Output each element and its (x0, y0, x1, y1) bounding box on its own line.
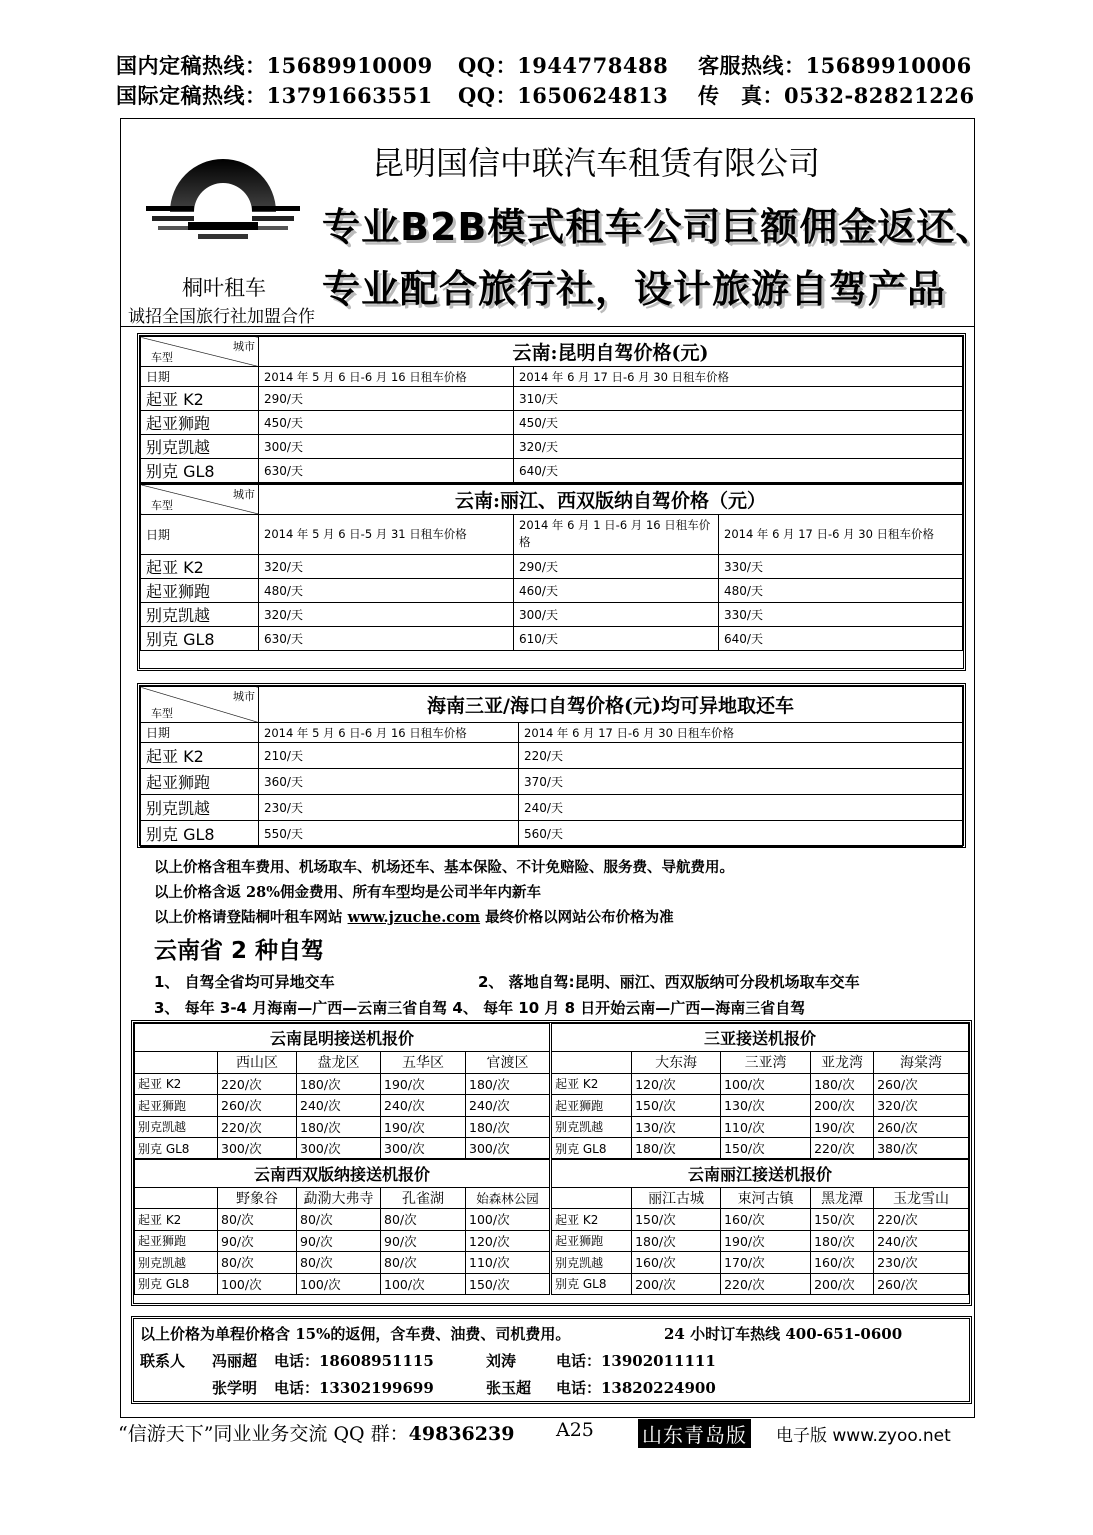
column-header: 野象谷 (218, 1187, 297, 1209)
contact-phone: 电话：18608951115 (274, 1352, 434, 1370)
column-header: 三亚湾 (721, 1052, 811, 1074)
slogan-2: 专业配合旅行社，设计旅游自驾产品 (322, 267, 947, 311)
column-header: 玉龙雪山 (874, 1187, 969, 1209)
period-header: 2014 年 6 月 17 日-6 月 30 日租车价格 (519, 723, 963, 743)
table-row: 别克凯越 320/天 300/天 330/天 (141, 602, 963, 626)
sanya-transfer-title: 三亚接送机报价 (551, 1024, 969, 1052)
column-header: 孔雀湖 (381, 1187, 466, 1209)
column-header: 亚龙湾 (811, 1052, 874, 1074)
column-header: 海棠湾 (874, 1052, 969, 1074)
date-label: 日期 (141, 723, 259, 743)
electronic-edition: 电子版 www.zyoo.net (776, 1426, 951, 1446)
yunnan-price-box (137, 333, 966, 671)
logo-name: 桐叶租车 (182, 276, 266, 300)
company-name: 昆明国信中联汽车租赁有限公司 (372, 144, 821, 182)
table-row: 别克凯越 80/次 80/次 80/次 110/次 别克凯越 160/次 170/次 160/次 230/次 (135, 1252, 969, 1274)
column-header: 五华区 (381, 1052, 466, 1074)
slogan-1: 专业B2B模式租车公司巨额佣金返还、 (322, 205, 995, 249)
booking-hotline: 24 小时订车热线 400-651-0600 (664, 1325, 903, 1343)
table-row: 起亚狮跑 450/天 450/天 (141, 411, 963, 435)
column-header: 大东海 (632, 1052, 721, 1074)
contact-phone: 电话：13302199699 (274, 1379, 434, 1397)
table-row: 起亚狮跑 480/天 460/天 480/天 (141, 578, 963, 602)
date-label: 日期 (141, 514, 259, 554)
fax: 传 真：0532-82821226 (698, 83, 975, 108)
contact-name: 冯丽超 (212, 1352, 258, 1370)
table-row: 别克 GL8 630/天 610/天 640/天 (141, 626, 963, 650)
sunrise-logo-icon (142, 140, 304, 250)
table-corner: 城市 车型 (141, 337, 259, 367)
note-1: 以上价格含租车费用、机场取车、机场还车、基本保险、不计免赔险、服务费、导航费用。 (154, 859, 734, 876)
table-row: 起亚狮跑 260/次 240/次 240/次 240/次 起亚狮跑 150/次 130/次 200/次 320/次 (135, 1095, 969, 1117)
table-row: 别克凯越 300/天 320/天 (141, 435, 963, 459)
hainan-title: 海南三亚/海口自驾价格(元)均可异地取还车 (259, 687, 963, 723)
hotline-row-1: 国内定稿热线：15689910009 (116, 53, 433, 78)
brand-divider (120, 326, 975, 327)
xishuangbanna-transfer-title: 云南西双版纳接送机报价 (135, 1159, 551, 1187)
lijiang-transfer-title: 云南丽江接送机报价 (551, 1159, 969, 1187)
column-header: 西山区 (218, 1052, 297, 1074)
date-label: 日期 (141, 367, 259, 387)
page-number: A25 (556, 1419, 594, 1441)
table-row: 起亚 K2 320/天 290/天 330/天 (141, 554, 963, 578)
kunming-title: 云南:昆明自驾价格(元) (259, 337, 963, 367)
table-row: 别克 GL8 550/天 560/天 (141, 821, 963, 847)
column-header: 始森林公园 (466, 1187, 551, 1209)
kunming-transfer-title: 云南昆明接送机报价 (135, 1024, 551, 1052)
period-header: 2014 年 6 月 17 日-6 月 30 日租车价格 (719, 514, 963, 554)
contact-phone: 电话：13820224900 (556, 1379, 716, 1397)
hainan-price-box (137, 683, 966, 848)
yunnan-item-1: 1、 自驾全省均可异地交车 (154, 973, 335, 991)
column-header: 勐泐大弗寺 (297, 1187, 381, 1209)
yunnan-item-2: 2、 落地自驾:昆明、丽江、西双版纳可分段机场取车交车 (478, 973, 860, 991)
hotline-row-2: 国际定稿热线：13791663551 (116, 83, 433, 108)
table-row: 起亚狮跑 90/次 90/次 90/次 120/次 起亚狮跑 180/次 190/次 180/次 240/次 (135, 1230, 969, 1252)
table-row: 别克 GL8 630/天 640/天 (141, 459, 963, 483)
table-row: 起亚 K2 80/次 80/次 80/次 100/次 起亚 K2 150/次 160/次 150/次 220/次 (135, 1209, 969, 1231)
table-row: 起亚 K2 290/天 310/天 (141, 387, 963, 411)
period-header: 2014 年 6 月 17 日-6 月 30 日租车价格 (514, 367, 963, 387)
column-header: 束河古镇 (721, 1187, 811, 1209)
lijiang-price-table (140, 483, 963, 651)
table-row: 起亚 K2 210/天 220/天 (141, 743, 963, 769)
qq-group: “信游天下”同业业务交流 QQ 群：49836239 (118, 1423, 515, 1445)
yunnan-heading: 云南省 2 种自驾 (154, 938, 325, 964)
column-header: 丽江古城 (632, 1187, 721, 1209)
kunming-price-table (140, 336, 963, 483)
contact-name: 张玉超 (486, 1379, 532, 1397)
table-row: 别克 GL8 100/次 100/次 100/次 150/次 别克 GL8 200/次 220/次 200/次 260/次 (135, 1273, 969, 1295)
table-row: 起亚狮跑 360/天 370/天 (141, 769, 963, 795)
transfer-top-table (134, 1023, 969, 1295)
edition-badge: 山东青岛版 (638, 1419, 751, 1448)
contact-name: 刘涛 (486, 1352, 517, 1370)
contact-name: 张学明 (212, 1379, 258, 1397)
column-header: 黑龙潭 (811, 1187, 874, 1209)
service-hotline: 客服热线：15689910006 (698, 53, 972, 78)
table-row: 别克凯越 230/天 240/天 (141, 795, 963, 821)
transfer-price-box (131, 1020, 972, 1306)
table-corner: 城市 车型 (141, 484, 259, 514)
column-header: 盘龙区 (297, 1052, 381, 1074)
period-header: 2014 年 6 月 1 日-6 月 16 日租车价格 (514, 514, 719, 554)
lijiang-title: 云南:丽江、西双版纳自驾价格（元） (259, 484, 963, 514)
website-link[interactable]: www.jzuche.com (347, 909, 481, 926)
table-row: 别克 GL8 300/次 300/次 300/次 300/次 别克 GL8 180/次 150/次 220/次 380/次 (135, 1138, 969, 1160)
qq-row-1: QQ：1944778488 (458, 53, 669, 78)
table-row: 别克凯越 220/次 180/次 190/次 180/次 别克凯越 130/次 110/次 190/次 260/次 (135, 1116, 969, 1138)
table-corner: 城市 车型 (141, 687, 259, 723)
period-header: 2014 年 5 月 6 日-5 月 31 日租车价格 (259, 514, 514, 554)
recruit-text: 诚招全国旅行社加盟合作 (128, 307, 315, 327)
period-header: 2014 年 5 月 6 日-6 月 16 日租车价格 (259, 723, 519, 743)
contact-phone: 电话：13902011111 (556, 1352, 716, 1370)
note-2: 以上价格含返 28%佣金费用、所有车型均是公司半年内新车 (154, 884, 542, 901)
qq-row-2: QQ：1650624813 (458, 83, 669, 108)
yunnan-item-3: 3、 每年 3-4 月海南—广西—云南三省自驾 4、 每年 10 月 8 日开始云南—广西—海南三省自驾 (154, 999, 806, 1017)
period-header: 2014 年 5 月 6 日-6 月 16 日租车价格 (259, 367, 514, 387)
table-row: 起亚 K2 220/次 180/次 190/次 180/次 起亚 K2 120/次 100/次 180/次 260/次 (135, 1073, 969, 1095)
column-header: 官渡区 (466, 1052, 551, 1074)
note-3: 以上价格请登陆桐叶租车网站 www.jzuche.com 最终价格以网站公布价格为准 (154, 909, 674, 926)
contact-terms: 以上价格为单程价格含 15%的返佣，含车费、油费、司机费用。 (140, 1325, 571, 1343)
hainan-price-table (140, 686, 963, 847)
contact-label: 联系人 (140, 1352, 186, 1370)
